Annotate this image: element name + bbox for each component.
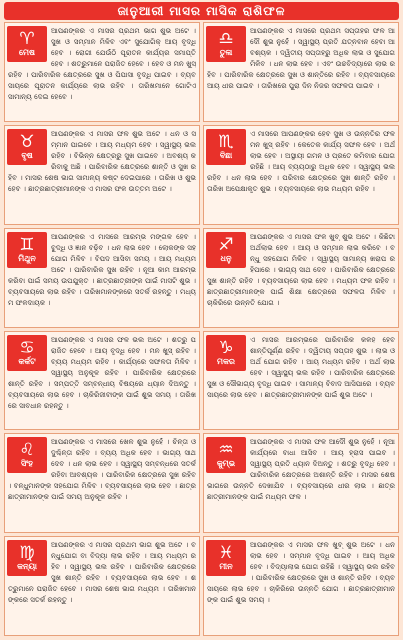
forecast-text: ଆପଣଙ୍କର ଏ ମାସରେ ଖେଳ ଶୁଭ ନୁହେଁ । ଚିନ୍ତା ଓ ଦୁଶ୍ଚିନ୍ତା ରହିବ । ବ୍ୟୟ ଅଧିକ ହେବ । ଭାଗ୍ୟ ସାଥ ଦେବ । ଧନ ଲାଭ ହେବ । ସ୍ୱାସ୍ଥ୍ୟ ସମ୍ବନ୍ଧରେ ସତର୍କ ରହିବା ଆବଶ୍ୟକ । ପାରିବାରିକ କ୍ଷେତ୍ରରେ ସୁଖ ରହିବ । ବନ୍ଧୁମାନଙ୍କ ସହଯୋଗ ମିଳିବ । ବ୍ୟବସାୟରେ ଲାଭ ହେବ । ଛାତ୍ରଛାତ୍ରୀମାନଙ୍କ ପାଇଁ ସମୟ ଅନୁକୂଳ ରହିବ ।: [8, 437, 196, 502]
sign-name: କୁମ୍ଭ: [216, 459, 236, 469]
horoscope-card: [4, 433, 200, 533]
horoscope-card: [4, 22, 200, 122]
sign-name: କନ୍ୟା: [17, 562, 37, 572]
sign-name: ତୁଳା: [219, 48, 233, 57]
horoscope-card: [203, 228, 399, 328]
forecast-text: ଆପଣଙ୍କର ଏ ମାସର ଫଳ ଭଲ ଅଟେ । ଶତ୍ରୁ ପରାଜିତ ହେବେ । ଆୟ ବୃଦ୍ଧି ହେବ । ମନ ଖୁସ୍ ରହିବ । ବ୍ୟୟ ମଧ୍ୟମ ରହିବ । କାର୍ଯ୍ୟରେ ସଫଳତା ମିଳିବ । ସ୍ୱାସ୍ଥ୍ୟ ଅନୁକୂଳ ରହିବ । ପାରିବାରିକ କ୍ଷେତ୍ରରେ ଶାନ୍ତି ରହିବ । ସମ୍ପତ୍ତି ସମ୍ବନ୍ଧୀୟ ବିଷୟରେ ଧ୍ୟାନ ଦିଅନ୍ତୁ । ବ୍ୟବସାୟରେ ଲାଭ ହେବ । ଚାକିରିଜୀବୀଙ୍କ ପାଇଁ ଶୁଭ ସମୟ । ତାରିଖରେ ସାବଧାନ ରହନ୍ତୁ ।: [8, 334, 196, 410]
aquarius-icon: ♒: [218, 440, 234, 461]
forecast-text: ଆପଣଙ୍କର ଏ ମାସରେ ପ୍ରଥମ ସପ୍ତାହର ଫଳ ଆଦୌ ଶୁଭ ନୁହେଁ । ସ୍ୱାସ୍ଥ୍ୟ ପ୍ରତି ଯତ୍ନବାନ ହେବା ଆବଶ୍ୟକ । ଦ୍ୱିତୀୟ ସପ୍ତାହରୁ ଅଧିକ ଲାଭ ଓ ସୁଯୋଗ ମିଳିବ । ଧନ ଲାଭ ହେବ । ଏବଂ ଉଚ୍ଚବିଦ୍ୟାରେ ଲାଭ ରହିବ । ପାରିବାରିକ କ୍ଷେତ୍ରରେ ସୁଖ ଓ ଶାନ୍ତିରେ ରହିବ । ବ୍ୟବସାୟରେ ଆୟ ଧୀର ପାଇବ । ତାରିଖରେ ପୁରା ଦିନ ନିଜର ସଫଳତା ପାଇବ ।: [207, 26, 395, 90]
forecast-text: ଏ ମାସରେ ଆପଣଙ୍କର ହେବ ସୁଖ ଓ ଉନ୍ନତିର ଫଳ ମନ ଖୁସ୍ ରହିବ । କେତେକ କାର୍ଯ୍ୟ ସଫଳ ହେବ । ଅର୍ଥଲାଭ ହେବ । ଅସ୍ଥାୟୀ ଗମନ ଓ ପ୍ରତେ କମିବାର ଯୋଗ ରହିଛି । ଆୟ ବ୍ୟୟଠାରୁ ଅଧିକ ହେବ । ସ୍ୱାସ୍ଥ୍ୟ ଭଲ ରହିବ । ଧନ ଲାଭ ହେବ । ପରିବାର କ୍ଷେତ୍ରରେ ସୁଖ ଶାନ୍ତି ରହିବ । ତାରିଖ ଅପେକ୍ଷାକୃତ ଶୁଭ । ବ୍ୟବସାୟରେ ଲାଭ ମଧ୍ୟମ ରହିବ ।: [207, 128, 395, 193]
horoscope-card: [4, 228, 200, 328]
cancer-icon: ♋: [19, 337, 35, 358]
scorpio-icon: ♏: [218, 131, 234, 152]
leo-icon: ♌: [19, 440, 35, 461]
capricorn-icon: ♑: [218, 337, 234, 358]
sign-name: କର୍କଟ: [18, 356, 36, 366]
gemini-icon: ♊: [19, 234, 35, 255]
taurus-icon: ♉: [19, 131, 35, 152]
sign-name: ସିଂହ: [21, 459, 33, 469]
libra-icon: ♎: [218, 29, 234, 49]
horoscope-card: [203, 433, 399, 533]
sign-name: ଧନୁ: [220, 253, 232, 263]
sign-name: ବିଛା: [219, 150, 233, 160]
sagittarius-icon: ♐: [218, 234, 234, 255]
forecast-text: ଆପଣଙ୍କର ଏ ମାସର ପ୍ରଥମ ଭାଗ ଶୁଭ ଅଟେ । ସୁଖ ଓ ସମ୍ମାନ ମିଳିବ ଏବଂ ସୁଯୋଗିକ୍ ଆୟ ବୃଦ୍ଧି ହେବ । ରୋଗୀ ଯେଉଁଠି ପୂରାତନ କାର୍ଯ୍ୟର ସମାପ୍ତି ହେବ । ଶତ୍ରୁମାନେ ପରାଜିତ ହେବେ । ହେବ ଓ ମନ ଖୁସ୍ ରହିବ । ପାରିବାରିକ କ୍ଷେତ୍ରରେ ସୁଖ ଓ ପିପାସା ବୃଦ୍ଧି ପାଇବ । ବ୍ୟବସାୟରେ ପୂରାତନ କାର୍ଯ୍ୟରେ ଲାଭ ରହିବ । ତାରିଖମାନେ ଗୋଟିଏ ସାମାନ୍ୟ ଦେଇ ହେବେ ।: [8, 26, 196, 101]
horoscope-card: [203, 331, 399, 431]
forecast-text: ଆପଣଙ୍କର ଏ ମାସର ଫଳ ଶୁଭ ଅଟେ । ଧନ ଓ ସମ୍ମାନ ପାଇବେ । ଆୟ ମଧ୍ୟମ ହେବ । ସ୍ୱାସ୍ଥ୍ୟ ଭଲ ରହିବ । ବିଭିନ୍ନ କ୍ଷେତ୍ରରୁ ସୁଖ ପାଇବେ । ଅବଶ୍ୟ କରିବାକୁ ଅଛି । ପାରିବାରିକ କ୍ଷେତ୍ରରେ ଶାନ୍ତି ଓ ସୁଖ ରହିବ । ମାସର ଶେଷ ଭାଗ ସାମାନ୍ୟ କଷ୍ଟ ଦେଇପାରେ । ତାରିଖ ଓ ଶୁଭ ହେବ । ଛାତ୍ରଛାତ୍ରୀମାନଙ୍କ ଏ ମାସର ଫଳ ଉତ୍ତମ ଅଟେ ।: [8, 128, 196, 193]
forecast-text: ଆପଣଙ୍କର ଏ ମାସର ଫଳ ଖୁବ୍ ଶୁଭ ଅଟେ । ଧନଲାଭ ହେବ । ସମ୍ମାନ ବୃଦ୍ଧି ପାଇବ । ଆୟ ଅଧିକ ହେବ । ବିଦ୍ୟାଲାଭ ଯୋଗ ରହିଛି । ସ୍ୱାସ୍ଥ୍ୟ ଭଲ ରହିବ । ପାରିବାରିକ କ୍ଷେତ୍ରରେ ସୁଖ ଓ ଶାନ୍ତି ରହିବ । ବ୍ୟବସାୟରେ ଲାଭ ହେବ । ଚାକିରିରେ ଉନ୍ନତି ଯୋଗ । ଛାତ୍ରଛାତ୍ରୀମାନଙ୍କ ପାଇଁ ଶୁଭ ସମୟ ।: [207, 540, 395, 605]
sign-name: ମିଥୁନ: [18, 253, 36, 263]
forecast-text: ଆପଣଙ୍କର ଏ ମାସରେ ଆରମ୍ଭ ମଙ୍ଗଳ ହେବ । ବୁଦ୍ଧି ଓ ଜ୍ଞାନ ବଢ଼ିବ । ଧନ ଲାଭ ହେବ । ଲୋକଙ୍କ ସହଯୋଗ ମିଳିବ । ବିପଦ ଆସିବା ସମୟ । ଆୟ ମଧ୍ୟମ ଅଟେ । ପାରିବାରିକ ସୁଖ ରହିବ । ନୂଆ କାମ ଆରମ୍ଭ କରିବା ପାଇଁ ସମୟ ଉପଯୁକ୍ତ । ଛାତ୍ରଛାତ୍ରୀଙ୍କ ପାଇଁ ମାସଟି ଶୁଭ । ବ୍ୟବସାୟରେ ଲାଭ ରହିବ । ତାରିଖମାନଙ୍କରେ ସତର୍କ ରହନ୍ତୁ । ମଧ୍ୟମ ଫଳଦାୟକ ।: [8, 231, 196, 307]
forecast-text: ଆପଣଙ୍କର ଏ ମାସର ପ୍ରଥମ ଭାଗ ଶୁଭ ଅଟେ । ବନ୍ଧୁଯୋଗ ବା ବିଦ୍ୟା ଲାଭ ରହିବ । ଆୟ ମଧ୍ୟମ ରହିବ । ସ୍ୱାସ୍ଥ୍ୟ ଭଲ ରହିବ । ପାରିବାରିକ କ୍ଷେତ୍ରରେ ସୁଖ ଶାନ୍ତି ରହିବ । ବ୍ୟବସାୟରେ ଲାଭ ହେବ । ଶତ୍ରୁମାନେ ପରାଜିତ ହେବେ । ମାସର ଶେଷ ଭାଗ ମଧ୍ୟମ । ତାରିଖମାନଙ୍କରେ ସତର୍କ ରହନ୍ତୁ ।: [8, 540, 196, 605]
sign-name: ମେଷ: [19, 48, 35, 57]
forecast-text: ଏ ମାସର ଆରମ୍ଭରେ ପାରିବାରିକ କଳହ ହେବ ଶାନ୍ତିପୂର୍ଣ୍ଣ ରହିବ । ଦ୍ୱିତୀୟ ସପ୍ତାହ ଶୁଭ । ଲାଭ ଓ ଅର୍ଥ ଯୋଗ ରହିବ । ଆୟ ମଧ୍ୟମ ରହିବ । ଅର୍ଥ ଲାଭ ହେବ । ସ୍ୱାସ୍ଥ୍ୟ ଭଲ ରହିବ । ପାରିବାରିକ କ୍ଷେତ୍ରରେ ସୁଖ ଓ ସୌଭାଗ୍ୟ ବୃଦ୍ଧି ପାଇବ । ସାମାନ୍ୟ ବିବାଦ ଆସିପାରେ । ବ୍ୟବସାୟରେ ଲାଭ ହେବ । ଛାତ୍ରଛାତ୍ରୀମାନଙ୍କ ପାଇଁ ଶୁଭ ଅଟେ ।: [207, 334, 395, 399]
horoscope-card: [203, 536, 399, 636]
horoscope-card: [4, 125, 200, 225]
aries-icon: ♈: [19, 29, 35, 49]
horoscope-card: [203, 125, 399, 225]
page-title: ଜାନୁଆରୀ ମାସର ମାସିକ ରାଶିଫଳ: [4, 2, 399, 20]
sign-name: ମୀନ: [219, 562, 233, 572]
sign-name: ମକର: [217, 356, 235, 366]
forecast-text: ଆପଣଙ୍କର ଏ ମାସର ଫଳ ଖୁବ୍ ଶୁଭ ଅଟେ । କିଛିଟା ଅର୍ଥଲାଭ ହେବ । ଆୟ ଓ ସମ୍ମାନ ଲାଭ କରିବେ । ବନ୍ଧୁ ସହଯୋଗ ମିଳିବ । ସ୍ୱାସ୍ଥ୍ୟ ସାମାନ୍ୟ ଖରାପ ରହିପାରେ । ଭାଗ୍ୟ ସାଥ ଦେବ । ପାରିବାରିକ କ୍ଷେତ୍ରରେ ସୁଖ ଶାନ୍ତି ରହିବ । ବ୍ୟବସାୟରେ ଲାଭ ହେବ । ମଧ୍ୟମ ଫଳ ରହିବ । ଛାତ୍ରଛାତ୍ରୀମାନଙ୍କ ପାଇଁ ଶିକ୍ଷା କ୍ଷେତ୍ରରେ ସଫଳତା ମିଳିବ । ଚାକିରିରେ ଉନ୍ନତି ଯୋଗ ।: [207, 231, 395, 307]
horoscope-card: [203, 22, 399, 122]
forecast-text: ଆପଣଙ୍କର ଏ ମାସର ଫଳ ଆଦୌ ଶୁଭ ନୁହେଁ । ନୂଆ କାର୍ଯ୍ୟରେ ବାଧା ଆସିବ । ଆୟ ହ୍ରାସ ପାଇବ । ସ୍ୱାସ୍ଥ୍ୟ ପ୍ରତି ଧ୍ୟାନ ଦିଅନ୍ତୁ । ଶତ୍ରୁ ବୃଦ୍ଧି ହେବ । ପାରିବାରିକ କ୍ଷେତ୍ରରେ ଅଶାନ୍ତି ରହିବ । ମାସର ଶେଷ ଭାଗରେ ଉନ୍ନତି ଦେଖାଯିବ । ବ୍ୟବସାୟରେ ଧୀର ଲାଭ । ଛାତ୍ରଛାତ୍ରୀମାନଙ୍କ ପାଇଁ ମଧ୍ୟମ ଫଳ ।: [207, 437, 395, 502]
horoscope-card: [4, 331, 200, 431]
horoscope-card: [4, 536, 200, 636]
virgo-icon: ♍: [19, 543, 35, 564]
pisces-icon: ♓: [218, 543, 234, 564]
horoscope-grid: [4, 22, 399, 636]
sign-name: ବୃଷ: [21, 150, 33, 160]
